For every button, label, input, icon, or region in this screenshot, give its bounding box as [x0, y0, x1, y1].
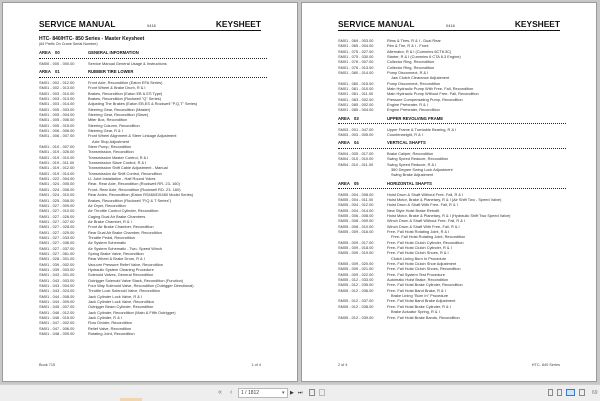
section-title: Winch Drum & Shaft Without Free- Fall, R & I	[387, 218, 466, 224]
section-code: SM05 - 009 - 021.00	[338, 266, 374, 272]
section-code: SM05 - 009 - 017.00	[338, 239, 374, 245]
section-title: Pump Disconnect, R & I	[387, 70, 429, 76]
section-code: SM05 - 012 - 038.00	[338, 303, 374, 309]
section-code: SM01 - 027 - 010.00	[39, 208, 75, 214]
section-code: SM01 - 039 - 002.00	[39, 261, 75, 267]
section-code: SM05 - 004 - 014.00	[338, 207, 374, 213]
section-code: SM01 - 027 - 037.00	[39, 245, 75, 251]
list-item	[39, 61, 267, 66]
section-code: SM05 - 008 - 010.00	[338, 223, 374, 229]
section-code: SM01 - 080 - 014.00	[338, 70, 374, 76]
section-title: Transmission Master Control, R & I	[88, 154, 149, 160]
page-dropdown-icon[interactable]: ▾	[282, 390, 285, 396]
section-code	[338, 172, 387, 177]
section-title: Jaw Clutch Clearance Adjustment	[391, 75, 450, 81]
header-code: 0416	[446, 23, 455, 28]
section-code: SM01 - 083 - 002.00	[338, 96, 374, 102]
footer-book: Book 715	[39, 363, 56, 367]
section-title: Adjusting The Brakes (Eaton EB,ES & Rockwell "P,Q,T" Series)	[88, 101, 198, 107]
section-title: Vacuum Pressure Relief Valve, Recondition	[88, 261, 163, 267]
doc-title: HTC- 840/HTC- 850 Series - Master Keysheet	[39, 36, 145, 42]
section-code: SM01 - 022 - 004.00	[39, 176, 75, 182]
section-code: SM01 - 024 - 008.00	[39, 186, 75, 192]
section-code: SM01 - 075 - 030.00	[338, 54, 374, 60]
section-title: Air Throttle Control Cylinder, Recondition	[88, 208, 159, 214]
list-item	[338, 107, 566, 112]
section-code: SM01 - 019 - 010.00	[39, 154, 75, 160]
section-code: SM01 - 024 - 005.00	[39, 181, 75, 187]
section-title: 360 Degree Swing Lock Adjustment	[391, 167, 453, 173]
section-code: SM05 - 004 - 011.00	[338, 196, 374, 202]
section-code: SM01 - 027 - 033.00	[39, 234, 75, 240]
section-title: Free- Fall Hoist Band Brake Adjustment	[387, 298, 456, 304]
section-title: Front Wheel & Brake Drum, R & I	[88, 85, 146, 91]
section-title: Swing Speed Reducer, R & I	[387, 161, 437, 167]
section-code: SM05 - 012 - 039.00	[338, 314, 374, 320]
section-title: Outrigger Beam Cylinder, Recondition	[88, 304, 154, 310]
list-item	[338, 315, 566, 320]
section-title: Solenoid Valves, General Recondition	[88, 272, 154, 278]
section-title: Collector Ring, Recondition	[387, 59, 435, 65]
section-code: SM01 - 002 - 012.00	[39, 79, 75, 85]
section-title: Steering Column, Recondition	[88, 122, 140, 128]
page-number-input[interactable]: 1 / 1812	[238, 388, 288, 398]
section-title: Hoist Drum & Shaft With Free- Fall, R & I	[387, 202, 458, 208]
section-title: Engine Preheater, R & I	[387, 102, 428, 108]
page-content	[39, 36, 267, 336]
section-code: SM01 - 047 - 002.00	[39, 320, 75, 326]
area-label: AREA	[338, 140, 350, 146]
section-code: SM01 - 043 - 024.00	[39, 288, 75, 294]
section-code: SM01 - 003 - 010.00	[39, 90, 75, 96]
section-title: Front Axle, Recondition (Eaton EFA Series)	[88, 79, 163, 85]
section-title: Hydraulic System Cleaning Procedure	[88, 266, 154, 272]
section-code: SM05 - 009 - 016.00	[338, 229, 374, 235]
section-code: SM01 - 027 - 061.00	[39, 250, 75, 256]
section-title: Rear- Rear Axle, Recondition (Rockwell RR- 23- 160)	[88, 181, 180, 187]
section-title: Counterweight, R & I	[387, 131, 423, 137]
section-title: Relief Valve, Recondition	[88, 325, 132, 331]
section-title: Front- Rear Axle, Recondition (Rockwell RD- 23- 160)	[88, 186, 181, 192]
section-title: Free- Fall Hoist Clutch Shoes, Recondition	[387, 266, 461, 272]
section-title: Brake Caliper, Recondition	[387, 151, 434, 157]
section-title: Caging Dual Air Brake Chambers	[88, 213, 146, 219]
section-code: SM01 - 027 - 029.00	[39, 229, 75, 235]
section-code: SM01 - 044 - 008.00	[39, 293, 75, 299]
section-code: SM01 - 043 - 001.00	[39, 272, 75, 278]
section-title: Service Manual General Usage & Instructions	[88, 60, 167, 66]
page-2	[301, 2, 597, 382]
section-title: Alternator, R & I (Cummins 6CT8.3C)	[387, 48, 452, 54]
section-title: Free- Fall Hoist Rotating Joint, Recondition	[391, 234, 466, 240]
section-code: SM01 - 047 - 006.00	[39, 325, 75, 331]
section-code: SM01 - 006 - 007.00	[39, 133, 75, 139]
section-title: Air Dryer, Recondition	[88, 202, 126, 208]
header-keysheet: KEYSHEET	[514, 19, 560, 29]
section-code: SM01 - 048 - 009.00	[39, 331, 75, 337]
single-page-view-icon[interactable]	[548, 389, 553, 396]
footer-series: HTC- 840 Series	[531, 363, 560, 367]
section-code: SM01 - 085 - 002.00	[338, 102, 374, 108]
first-page-icon[interactable]: «	[218, 389, 222, 396]
section-title: Rim & Tire, R & I - Front	[387, 43, 429, 49]
section-title: Steering Gear, R & I	[88, 128, 123, 134]
section-title: Free- Fall Hoist Clutch Shoes, R & I	[387, 250, 449, 256]
bookmark-view-icon[interactable]	[557, 389, 562, 396]
area-label: AREA	[39, 50, 51, 55]
header-service-manual: SERVICE MANUAL	[39, 19, 116, 29]
section-code: SM01 - 027 - 036.00	[39, 240, 75, 246]
section-title: Brakes, Recondition (Rockwell "P,Q & T Series")	[88, 197, 172, 203]
section-code: SM01 - 024 - 010.00	[39, 192, 75, 198]
section-code: SM04 - 010 - 010.00	[338, 156, 374, 162]
section-title: Pump Disconnect, Recondition	[387, 80, 441, 86]
section-title: Brake Lining "Burn In" Procedure	[391, 293, 449, 299]
section-title: Front Wheel Alignment & Steer Linkage Adjustment	[88, 133, 177, 139]
section-title: Jack Cylinder Lock Valve, Recondition	[88, 299, 154, 305]
section-title: Main Hydraulic Pump With Free- Fall, Recondition	[387, 86, 474, 92]
section-code: SM05 - 009 - 022.00	[338, 271, 374, 277]
section-code: SM01 - 046 - 012.00	[39, 309, 75, 315]
section-code: SM05 - 006 - 008.00	[338, 212, 374, 218]
area-name: UPPER REVOLVING FRAME	[387, 115, 443, 121]
section-code: SM01 - 005 - 004.00	[39, 112, 75, 117]
area-number: 00	[55, 50, 60, 55]
section-code: SM01 - 025 - 008.00	[39, 197, 75, 203]
section-title: Air System Schematic	[88, 240, 127, 246]
section-title: Miter Box, Recondition	[88, 117, 128, 123]
area-name: RUBBER TIRE LOWER	[88, 69, 134, 75]
list-item	[39, 331, 267, 336]
section-title: Air Brake Chamber, R & I	[88, 218, 132, 224]
section-code: SM05 - 008 - 009.00	[338, 218, 374, 224]
section-code: SM01 - 019 - 012.00	[39, 165, 75, 171]
section-code: SM01 - 045 - 007.00	[39, 304, 75, 310]
section-code: SM01 - 027 - 028.00	[39, 224, 75, 230]
list-item	[338, 172, 566, 177]
section-code: SM01 - 069 - 004.00	[338, 43, 374, 49]
list-item	[338, 132, 566, 137]
dotted-divider	[338, 121, 566, 124]
section-title: Flow Divider, Recondition	[88, 320, 132, 326]
section-code: SM01 - 081 - 011.00	[338, 91, 374, 97]
section-title: Winch Drum & Shaft With Free- Fall, R & I	[387, 223, 460, 229]
paste-icon[interactable]	[319, 389, 325, 396]
area-name: HORIZONTAL SHAFTS	[387, 180, 432, 186]
scroll-view-icon[interactable]	[579, 389, 585, 396]
section-code: SM01 - 005 - 003.00	[39, 106, 75, 112]
section-title: Transmission Slave Control, R & I	[88, 160, 147, 166]
section-code: SM05 - 012 - 036.00	[338, 287, 374, 293]
section-title: Free- Fall Hoist Clutch Shoe Adjustment	[387, 261, 457, 267]
area-number: 03	[354, 115, 359, 121]
page-header	[338, 17, 560, 31]
section-title: Rims & Tires, R & I - Dual Rear	[387, 38, 441, 43]
section-title: Rear Wheel & Brake Drum, R & I	[88, 256, 145, 262]
section-title: Front Air Brake Chamber, Recondition	[88, 224, 154, 230]
section-title: Free- Fall Hoist Brake Bands, Recondition	[387, 314, 460, 320]
section-code: SM01 - 043 - 004.00	[39, 283, 75, 288]
section-code: SM01 - 005 - 006.00	[39, 117, 75, 123]
footer-page-number: 2 of 4	[338, 363, 348, 367]
section-title: Hoist Motor, Brake & Planetary, R & I (Air Shift Two - Speed Valve)	[387, 196, 502, 202]
page-1	[2, 2, 298, 382]
section-title: Starter, R & I (Cummins 6 CTA 8.3 Engine)	[387, 54, 461, 60]
section-code: SM05 - 012 - 033.00	[338, 277, 374, 283]
section-title: Spring Brake Valve, Recondition	[88, 250, 144, 256]
area-name: GENERAL INFORMATION	[88, 50, 139, 55]
section-code: SM01 - 010 - 007.00	[39, 144, 75, 150]
section-title: Brake Actuator Spring, R & I	[391, 309, 440, 315]
section-title: Brakes, Recondition (Eaton EB & ES Type)	[88, 90, 163, 96]
section-code: SM01 - 044 - 009.00	[39, 299, 75, 305]
page-content	[338, 38, 566, 320]
last-page-icon[interactable]: ⏭	[298, 390, 303, 396]
section-code: SM05 - 004 - 012.00	[338, 202, 374, 208]
section-code: SM05 - 009 - 019.00	[338, 250, 374, 256]
header-service-manual: SERVICE MANUAL	[338, 19, 415, 29]
area-label: AREA	[39, 69, 51, 75]
section-title: Air System Schematic - Two- Speed Winch	[88, 245, 163, 251]
section-title: Transmission Shift Cable Adjustment - Manual	[88, 165, 168, 171]
next-page-icon[interactable]: ▶	[290, 390, 294, 396]
section-code: SM01 - 003 - 014.00	[39, 101, 75, 107]
section-title: Throttle Pedal, Recondition	[88, 234, 135, 240]
section-code: SM01 - 019 - 011.00	[39, 160, 75, 166]
two-page-view-icon[interactable]	[566, 389, 575, 396]
section-code: SM04 - 010 - 011.00	[338, 161, 374, 167]
dotted-divider	[338, 146, 566, 149]
section-code: SM01 - 075 - 027.00	[338, 48, 374, 54]
section-title: Four Way Solenoid Valve, Recondition (Outrigger Directional)	[88, 283, 194, 288]
section-code: SM01 - 069 - 003.00	[338, 38, 374, 43]
section-title: Rear Dual Air Brake Chamber, Recondition	[88, 229, 162, 235]
doc-subtitle: (64 Prefix On Crane Serial Number)	[39, 42, 98, 46]
section-title: Free- Fall Hoist Brake Cylinder, Recondition	[387, 282, 463, 288]
section-title: Swing Speed Reducer, Recondition	[387, 156, 449, 162]
dotted-divider	[39, 56, 267, 59]
section-title: Outrigger Solenoid Valve Stack, Recondition (Function)	[88, 277, 184, 283]
section-code: SM01 - 019 - 014.00	[39, 170, 75, 176]
section-title: Jack Cylinder, R & I	[88, 315, 122, 321]
section-title: Swing Brake Adjustment	[391, 172, 434, 178]
section-code: SM01 - 005 - 015.00	[39, 122, 75, 128]
section-title: Free- Fall Hoist Brake Cylinder, R & I	[387, 303, 451, 309]
dotted-divider	[338, 186, 566, 189]
section-title: Free- Fall Hoist Rotating Joint, R & I	[387, 229, 450, 235]
section-code: SM03 - 001 - 047.00	[338, 126, 374, 132]
section-title: Jack Cylinder, Recondition (Main & Fifth Outrigger)	[88, 309, 176, 315]
section-code: SM05 - 009 - 018.00	[338, 245, 374, 251]
viewer-toolbar	[0, 384, 600, 401]
section-code: SM01 - 081 - 010.00	[338, 86, 374, 92]
section-code: SM05 - 004 - 008.00	[338, 191, 374, 197]
section-code: SM05 - 009 - 020.00	[338, 261, 374, 267]
section-code: SM01 - 028 - 001.00	[39, 256, 75, 262]
section-title: Transmission, Recondition	[88, 149, 134, 155]
section-code: SM01 - 019 - 026.00	[39, 149, 75, 155]
footer-page-number: 1 of 4	[251, 363, 261, 367]
section-code: SM03 - 003 - 005.00	[338, 131, 374, 137]
area-name: VERTICAL SHAFTS	[387, 140, 426, 146]
section-code: SM01 - 027 - 026.00	[39, 213, 75, 219]
header-code: 0416	[147, 23, 156, 28]
section-code: SM01 - 006 - 006.00	[39, 128, 75, 134]
section-title: New Style Hoist Brake Retrofit	[387, 207, 440, 213]
area-label: AREA	[338, 115, 350, 121]
section-code: SM01 - 076 - 007.00	[338, 59, 374, 65]
section-code: SM01 - 085 - 004.00	[338, 107, 374, 113]
section-title: U- Joint Installation - Half Round Yokes	[88, 176, 156, 182]
section-title: Collector Ring, Recondition	[387, 64, 435, 70]
section-title: Hoist Motor, Brake & Planetary, R & I (Hydraulic Shift Two Speed Valve)	[387, 212, 511, 218]
zoom-level[interactable]: 69	[592, 390, 598, 396]
section-title: Free- Fall Hoist Clutch Cylinder, R & I	[387, 245, 452, 251]
section-title: Steering Gear, Recondition (Slave)	[88, 112, 149, 117]
section-code: SM01 - 046 - 015.00	[39, 315, 75, 321]
section-title: Rear Axles, Recondition (Eaton RS460/DS460 Model Series)	[88, 192, 194, 198]
section-code: SM01 - 027 - 009.00	[39, 202, 75, 208]
section-title: Main Hydraulic Pump Without Free- Fall, Recondition	[387, 91, 479, 97]
section-code: SM01 - 027 - 027.00	[39, 218, 75, 224]
section-code: SM04 - 005 - 017.00	[338, 151, 374, 157]
section-title: Free- Fall Hoist Band Brake, R & I	[387, 287, 446, 293]
section-title: Pressure Compensating Pump, Recondition	[387, 96, 463, 102]
section-code: SM05 - 012 - 035.00	[338, 282, 374, 288]
section-title: Throttle Lock Solenoid Valve, Recondition	[88, 288, 160, 294]
section-title: Automatic Hoist Brake, Recondition	[387, 277, 449, 283]
section-code: SM00 - 000 - 000.00	[39, 60, 75, 66]
section-title: Transmission Air Shift Control, Recondition	[88, 170, 162, 176]
area-number: 01	[55, 69, 60, 75]
section-title: Brakes, Recondition (Rockwell "Q" Series)	[88, 95, 162, 101]
page-header	[39, 17, 261, 31]
section-title: Upper Frame & Turntable Bearing, R & I	[387, 126, 457, 132]
section-code: SM01 - 080 - 015.00	[338, 80, 374, 86]
section-title: Free- Fall System Test Procedure	[387, 271, 445, 277]
section-title: Jack Cylinder Lock Valve, R & I	[88, 293, 142, 299]
section-title: Free- Fall Hoist Clutch Cylinder, Recondition	[387, 239, 464, 245]
section-code: SM01 - 043 - 003.00	[39, 277, 75, 283]
area-label: AREA	[338, 180, 350, 186]
section-title: Engine Preheater, Recondition	[387, 107, 440, 113]
section-code: SM05 - 012 - 037.00	[338, 298, 374, 304]
section-title: Clutch Lining Burn In Procedure	[391, 255, 447, 261]
copy-icon[interactable]	[309, 389, 315, 396]
section-code: SM01 - 039 - 003.00	[39, 266, 75, 272]
section-title: Axle Stop Adjustment	[92, 138, 129, 144]
area-number: 04	[354, 140, 359, 146]
area-number: 05	[354, 180, 359, 186]
section-title: Steer Pump, Recondition	[88, 144, 132, 150]
dotted-divider	[39, 75, 267, 78]
section-code: SM01 - 076 - 013.00	[338, 64, 374, 70]
section-title: Hoist Drum & Shaft Without Free- Fall, R & I	[387, 191, 464, 197]
header-keysheet: KEYSHEET	[215, 19, 261, 29]
section-title: Steering Gear, Recondition (Master)	[88, 106, 151, 112]
prev-page-icon[interactable]: ‹	[230, 389, 233, 396]
section-title: Rotating Joint, Recondition	[88, 331, 135, 337]
section-code: SM01 - 002 - 013.00	[39, 85, 75, 91]
section-code: SM01 - 003 - 013.00	[39, 95, 75, 101]
